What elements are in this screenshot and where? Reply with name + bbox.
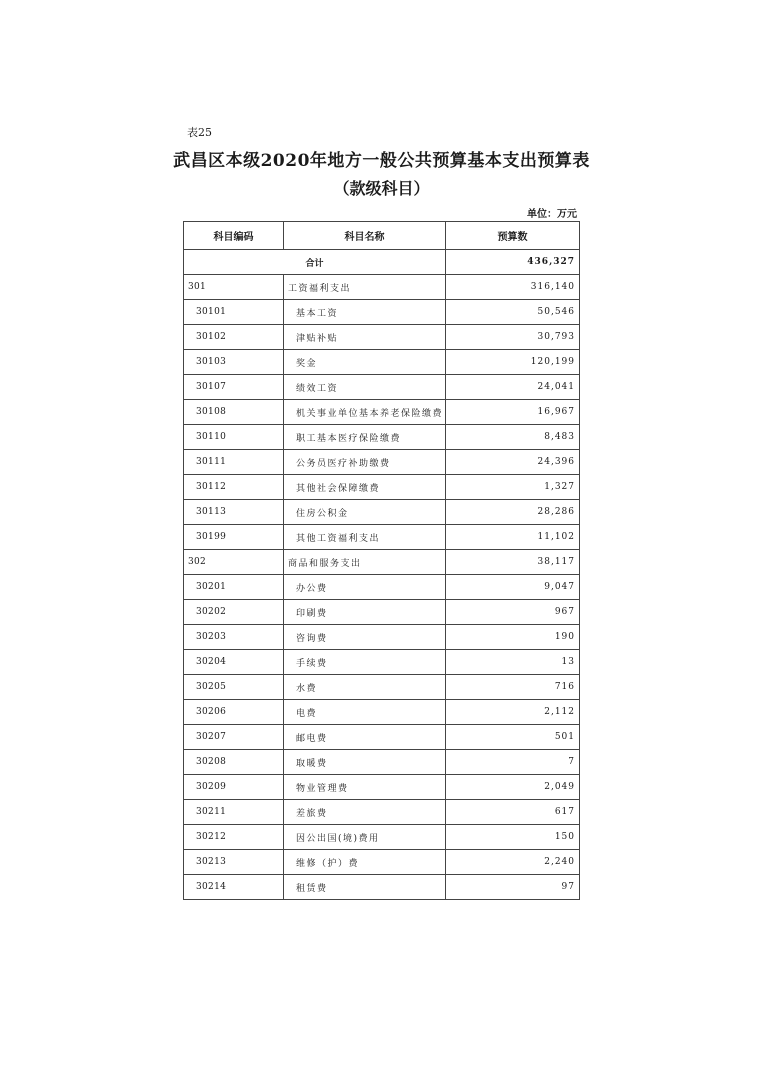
row-code: 30108 [184,400,284,425]
row-amount: 13 [446,650,580,675]
table-row [184,725,580,750]
table-row [184,875,580,900]
total-row [184,250,580,275]
row-code: 30101 [184,300,284,325]
table-row [184,400,580,425]
row-name: 印刷费 [284,600,446,625]
row-code: 30213 [184,850,284,875]
table-row [184,700,580,725]
budget-table [183,221,580,900]
row-name: 手续费 [284,650,446,675]
row-name: 工资福利支出 [284,275,446,300]
total-label: 合计 [184,250,446,275]
document-title: 武昌区本级2020年地方一般公共预算基本支出预算表 [173,151,590,171]
row-amount: 16,967 [446,400,580,425]
row-code: 30201 [184,575,284,600]
row-amount: 30,793 [446,325,580,350]
row-code: 30206 [184,700,284,725]
table-row [184,800,580,825]
row-name: 津贴补贴 [284,325,446,350]
row-code: 30102 [184,325,284,350]
table-row [184,775,580,800]
row-code: 30203 [184,625,284,650]
row-name: 水费 [284,675,446,700]
table-row [184,525,580,550]
table-number: 表25 [187,126,212,139]
row-amount: 617 [446,800,580,825]
row-amount: 316,140 [446,275,580,300]
table-row [184,675,580,700]
row-code: 30199 [184,525,284,550]
row-name: 奖金 [284,350,446,375]
row-code: 30107 [184,375,284,400]
unit-label: 单位：万元 [527,209,577,220]
row-code: 30208 [184,750,284,775]
table-row [184,275,580,300]
table-row [184,850,580,875]
row-amount: 2,240 [446,850,580,875]
row-name: 邮电费 [284,725,446,750]
row-amount: 24,041 [446,375,580,400]
row-name: 职工基本医疗保险缴费 [284,425,446,450]
table-row [184,350,580,375]
row-name: 维修（护）费 [284,850,446,875]
row-code: 301 [184,275,284,300]
table-row [184,600,580,625]
row-name: 其他工资福利支出 [284,525,446,550]
row-name: 公务员医疗补助缴费 [284,450,446,475]
row-code: 30211 [184,800,284,825]
table-row [184,625,580,650]
row-code: 30112 [184,475,284,500]
row-amount: 190 [446,625,580,650]
row-amount: 97 [446,875,580,900]
table-row [184,500,580,525]
row-name: 租赁费 [284,875,446,900]
row-amount: 716 [446,675,580,700]
row-name: 取暖费 [284,750,446,775]
row-code: 30113 [184,500,284,525]
row-amount: 2,112 [446,700,580,725]
row-code: 30212 [184,825,284,850]
row-name: 基本工资 [284,300,446,325]
row-name: 其他社会保障缴费 [284,475,446,500]
table-row [184,550,580,575]
row-amount: 38,117 [446,550,580,575]
row-amount: 8,483 [446,425,580,450]
row-amount: 11,102 [446,525,580,550]
row-code: 302 [184,550,284,575]
table-row [184,425,580,450]
row-amount: 967 [446,600,580,625]
row-code: 30207 [184,725,284,750]
table-row [184,825,580,850]
header-row [184,222,580,250]
row-name: 绩效工资 [284,375,446,400]
row-code: 30103 [184,350,284,375]
row-amount: 150 [446,825,580,850]
row-amount: 7 [446,750,580,775]
table-row [184,650,580,675]
table-row [184,300,580,325]
row-name: 差旅费 [284,800,446,825]
row-amount: 501 [446,725,580,750]
row-name: 物业管理费 [284,775,446,800]
header-name: 科目名称 [284,222,446,250]
row-name: 因公出国(境)费用 [284,825,446,850]
row-code: 30110 [184,425,284,450]
table-row [184,450,580,475]
row-name: 商品和服务支出 [284,550,446,575]
table-row [184,375,580,400]
row-code: 30214 [184,875,284,900]
row-amount: 2,049 [446,775,580,800]
row-amount: 1,327 [446,475,580,500]
row-name: 办公费 [284,575,446,600]
row-code: 30205 [184,675,284,700]
row-amount: 120,199 [446,350,580,375]
row-code: 30209 [184,775,284,800]
row-code: 30111 [184,450,284,475]
table-row [184,475,580,500]
row-name: 咨询费 [284,625,446,650]
row-code: 30202 [184,600,284,625]
row-name: 电费 [284,700,446,725]
row-name: 机关事业单位基本养老保险缴费 [284,400,446,425]
header-amount: 预算数 [446,222,580,250]
row-amount: 9,047 [446,575,580,600]
row-amount: 28,286 [446,500,580,525]
document-subtitle: （款级科目） [333,179,430,198]
header-code: 科目编码 [184,222,284,250]
total-amount: 436,327 [446,250,580,275]
table-row [184,750,580,775]
row-amount: 50,546 [446,300,580,325]
row-name: 住房公积金 [284,500,446,525]
table-row [184,575,580,600]
row-amount: 24,396 [446,450,580,475]
row-code: 30204 [184,650,284,675]
table-row [184,325,580,350]
